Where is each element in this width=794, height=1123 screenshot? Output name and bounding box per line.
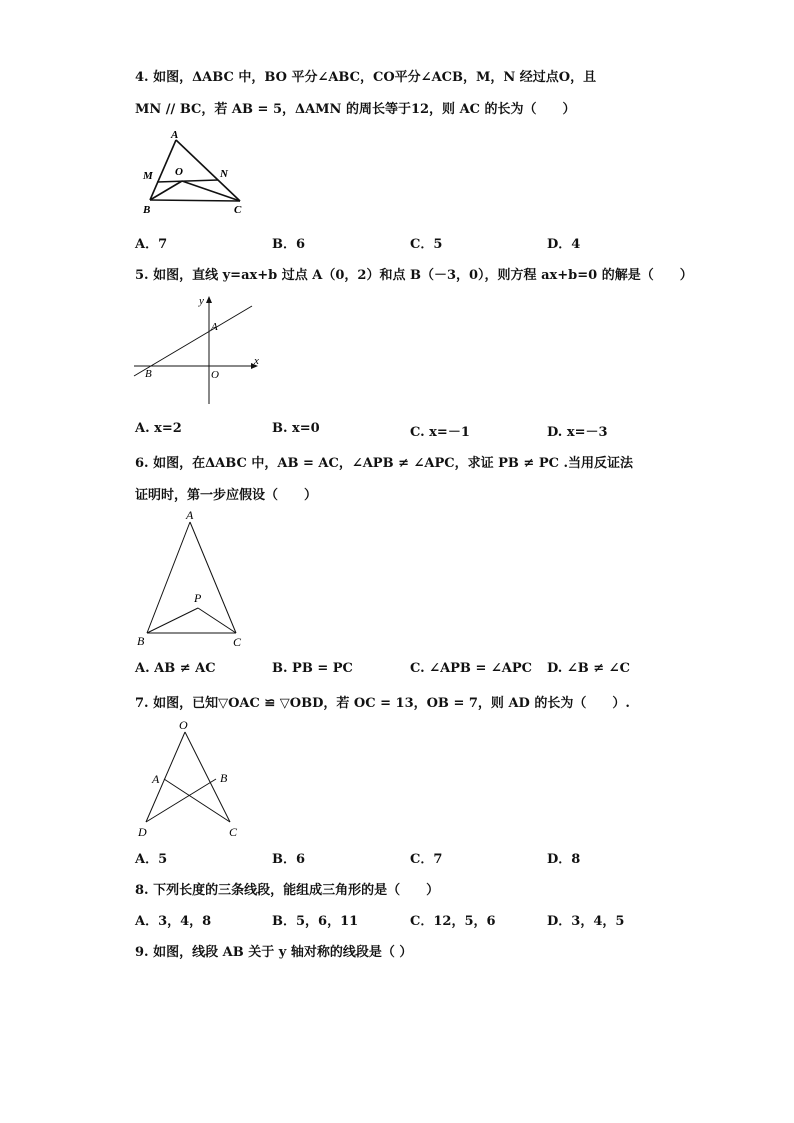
- q7-segment-ac: [164, 779, 230, 822]
- q4-label-n: N: [220, 168, 228, 180]
- q5-label-a: A: [211, 321, 218, 333]
- q5-label-b: B: [145, 368, 152, 380]
- q6-figure: [132, 508, 252, 653]
- q7-label-d: D: [138, 825, 147, 839]
- q7-label-b: B: [220, 771, 228, 785]
- q8-option-a: A．3，4，8: [135, 914, 212, 929]
- q5-label-x: x: [254, 355, 259, 367]
- q5-option-c: C. x=－1: [410, 425, 470, 440]
- q6-side-ab: [147, 522, 190, 633]
- q4-label-o: O: [175, 166, 183, 178]
- q5-y-axis-arrow: [206, 296, 212, 303]
- q5-option-b: B. x=0: [272, 421, 320, 436]
- q4-option-c: C．5: [410, 237, 443, 252]
- q6-label-a: A: [186, 508, 194, 522]
- q7-label-a: A: [152, 772, 160, 786]
- q4-option-d: D．4: [547, 237, 581, 252]
- q4-segment-mn: [157, 180, 218, 182]
- q4-label-b: B: [143, 204, 151, 216]
- q7-option-b: B．6: [272, 852, 306, 867]
- q4-option-a: A．7: [135, 237, 168, 252]
- q6-stem-line2: 证明时，第一步应假设（ ）: [135, 488, 318, 503]
- q4-figure: [138, 128, 258, 220]
- q9-stem: 9. 如图，线段 AB 关于 y 轴对称的线段是（ ）: [135, 945, 413, 960]
- q6-option-a: A. AB ≠ AC: [135, 661, 216, 676]
- q8-option-c: C．12，5，6: [410, 914, 496, 929]
- q4-side-ab: [150, 140, 176, 200]
- q8-option-d: D．3，4，5: [547, 914, 625, 929]
- q5-option-d: D. x=－3: [547, 425, 608, 440]
- q4-label-a: A: [171, 129, 179, 141]
- q4-side-ac: [176, 140, 240, 201]
- q5-label-o: O: [211, 369, 219, 381]
- q4-side-bc: [150, 200, 240, 201]
- q5-label-y: y: [199, 295, 204, 307]
- q7-option-c: C．7: [410, 852, 443, 867]
- q6-side-ac: [190, 522, 236, 633]
- q6-label-p: P: [194, 591, 202, 605]
- q5-stem: 5. 如图，直线 y=ax+b 过点 A（0，2）和点 B（－3，0），则方程 ax+b=0 的解是（ ）: [135, 268, 693, 283]
- q5-option-a: A. x=2: [135, 421, 182, 436]
- q4-option-b: B．6: [272, 237, 306, 252]
- q7-label-o: O: [179, 718, 188, 732]
- q7-figure: [132, 716, 252, 841]
- q6-segment-pb: [147, 608, 198, 633]
- q6-option-c: C. ∠APB = ∠APC: [410, 661, 532, 676]
- q4-label-c: C: [234, 204, 242, 216]
- q6-label-c: C: [233, 635, 242, 649]
- q4-stem-line1: 4. 如图，ΔABC 中，BO 平分∠ABC，CO平分∠ACB，M，N 经过点O，且: [135, 70, 597, 85]
- q6-label-b: B: [137, 634, 145, 648]
- q4-stem-line2: MN // BC，若 AB = 5，ΔAMN 的周长等于12，则 AC 的长为（ ）: [135, 102, 576, 117]
- q7-stem: 7. 如图，已知▽OAC ≌ ▽OBD，若 OC = 13，OB = 7，则 AD 的长为（ ）.: [135, 696, 630, 711]
- q5-figure: [130, 292, 270, 407]
- q6-stem-line1: 6. 如图，在ΔABC 中，AB = AC，∠APB ≠ ∠APC，求证 PB ≠ PC .当用反证法: [135, 456, 634, 471]
- q7-option-d: D．8: [547, 852, 581, 867]
- q6-option-b: B. PB = PC: [272, 661, 353, 676]
- q8-stem: 8. 下列长度的三条线段，能组成三角形的是（ ）: [135, 883, 440, 898]
- q7-option-a: A．5: [135, 852, 168, 867]
- q8-option-b: B．5，6，11: [272, 914, 359, 929]
- q7-label-c: C: [229, 825, 238, 839]
- q4-label-m: M: [143, 170, 153, 182]
- q6-option-d: D. ∠B ≠ ∠C: [547, 661, 630, 676]
- q4-segment-co: [182, 181, 240, 201]
